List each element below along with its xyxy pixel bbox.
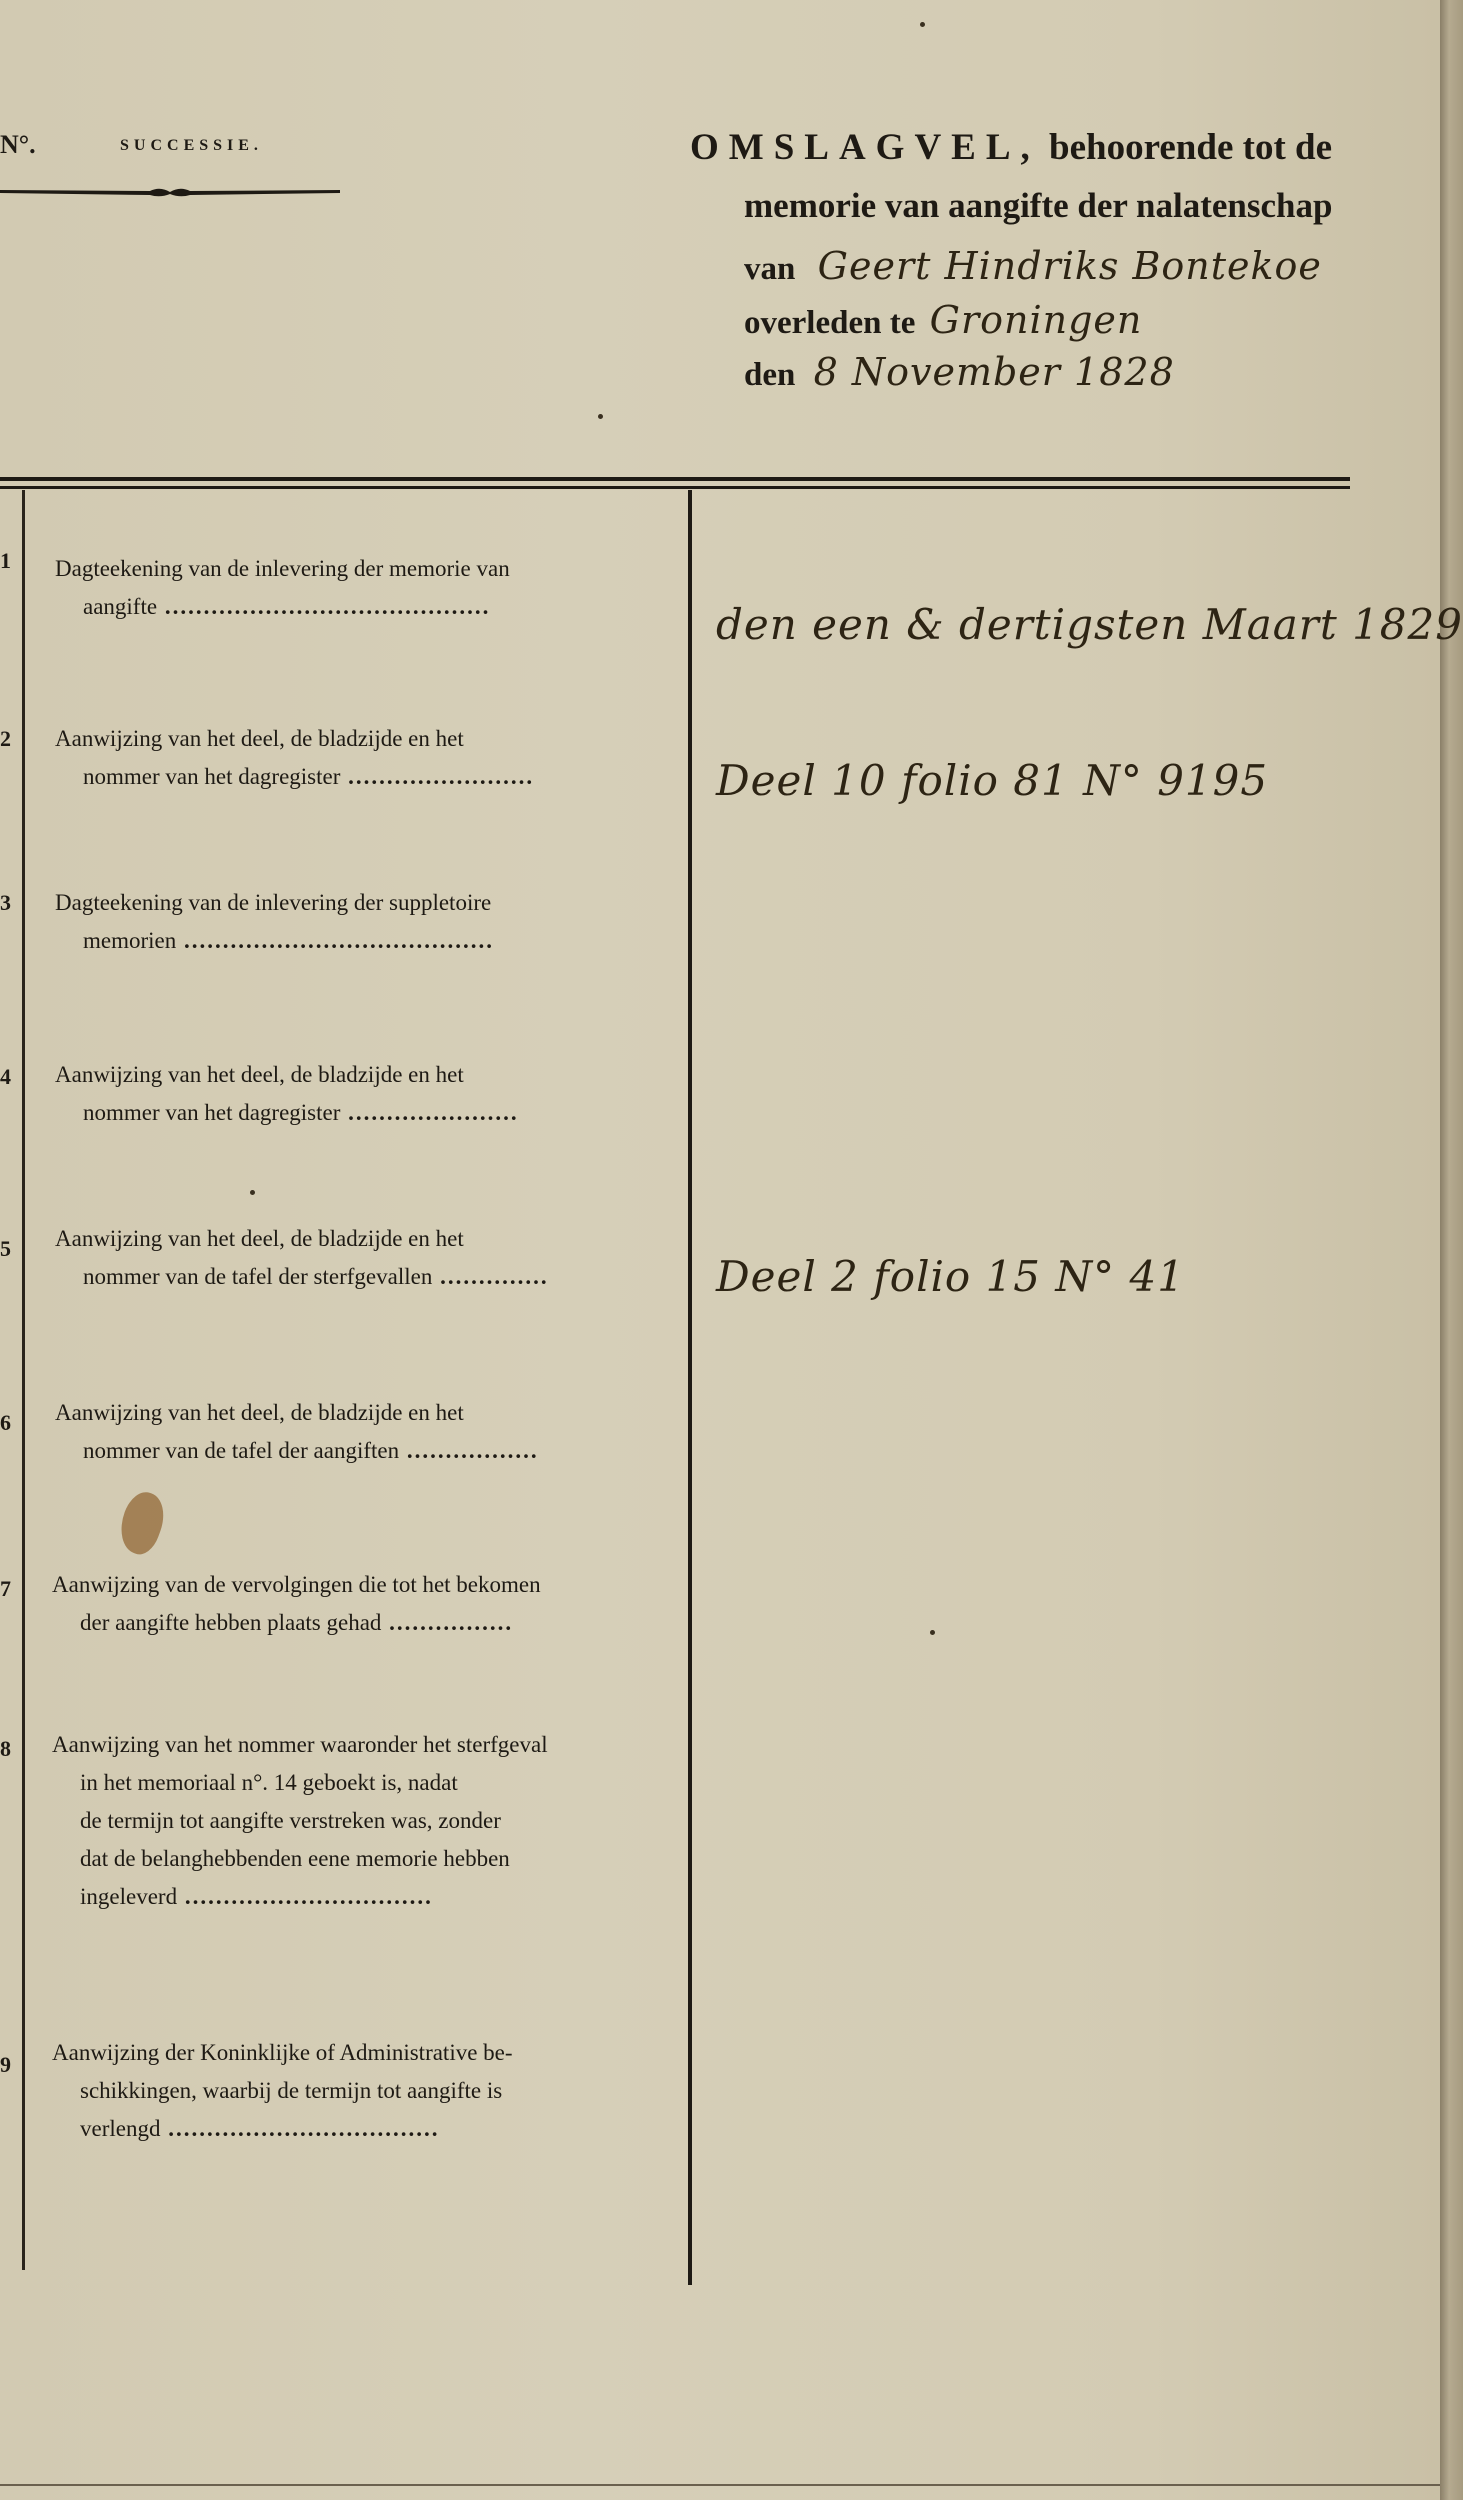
- row-number: 9: [0, 2052, 11, 2077]
- row-label: Aanwijzing van het deel, de bladzijde en het nommer van het dagregister ......................: [55, 1062, 519, 1125]
- series-label: SUCCESSIE.: [120, 137, 263, 154]
- column-divider: [688, 490, 692, 2285]
- deceased-name-line: [744, 244, 1322, 288]
- row-label: Aanwijzing der Koninklijke of Administrative be- schikkingen, waarbij de termijn tot aangifte is verlengd ...................................: [52, 2040, 513, 2141]
- title-caps: OMSLAGVEL,: [690, 127, 1040, 168]
- paper-speck: [930, 1630, 935, 1635]
- row-label: Aanwijzing van het deel, de bladzijde en het nommer van de tafel der aangiften .................: [55, 1400, 539, 1463]
- page-edge: [1440, 0, 1463, 2500]
- row-label: Aanwijzing van het nommer waaronder het sterfgeval in het memoriaal n°. 14 geboekt is, nadat de termijn tot aangifte verstreken was, zonder dat de belanghebbenden eene memorie hebben ingeleverd ................................: [52, 1732, 548, 1909]
- deceased-name: Geert Hindriks Bontekoe: [817, 244, 1322, 288]
- number-column-rule: [22, 490, 25, 2270]
- van-label: van: [744, 251, 796, 287]
- date-of-death: 8 November 1828: [813, 350, 1175, 394]
- overleden-label: overleden te: [744, 305, 916, 341]
- place-of-death-line: [744, 298, 1142, 342]
- row-number: 7: [0, 1576, 11, 1601]
- page-bottom-edge: [0, 2484, 1440, 2486]
- row-label: Dagteekening van de inlevering der suppletoire memorien ........................................: [55, 890, 494, 953]
- date-of-death-line: [744, 350, 1175, 394]
- den-label: den: [744, 357, 796, 393]
- row-number: 5: [0, 1236, 11, 1261]
- header-separator-thin: [0, 486, 1350, 489]
- row-label: Aanwijzing van de vervolgingen die tot het bekomen der aangifte hebben plaats gehad ................: [52, 1572, 541, 1635]
- row-label: Aanwijzing van het deel, de bladzijde en het nommer van de tafel der sterfgevallen ..............: [55, 1226, 549, 1289]
- row-label: Dagteekening van de inlevering der memorie van aangifte ..........................................: [55, 556, 510, 619]
- title-rest: behoorende tot de: [1049, 127, 1333, 168]
- row-entry: Deel 10 folio 81 N° 9195: [716, 756, 1269, 805]
- row-number: 4: [0, 1064, 11, 1089]
- row-number: 2: [0, 726, 11, 751]
- document-title: [690, 126, 1332, 169]
- number-label: N°.: [0, 130, 36, 159]
- paper-speck: [250, 1190, 255, 1195]
- row-number: 3: [0, 890, 11, 915]
- row-entry: Deel 2 folio 15 N° 41: [716, 1252, 1185, 1301]
- row-number: 6: [0, 1410, 11, 1435]
- place-of-death: Groningen: [929, 298, 1143, 342]
- row-number: 8: [0, 1736, 11, 1761]
- paper-speck: [598, 414, 603, 419]
- title-line-2: memorie van aangifte der nalatenschap: [744, 186, 1333, 225]
- row-label: Aanwijzing van het deel, de bladzijde en het nommer van het dagregister ........................: [55, 726, 535, 789]
- row-entry: den een & dertigsten Maart 1829: [716, 600, 1463, 649]
- header-separator-thick: [0, 477, 1350, 481]
- paper-speck: [920, 22, 925, 27]
- header-flourish-rule: [0, 184, 340, 198]
- row-number: 1: [0, 548, 11, 573]
